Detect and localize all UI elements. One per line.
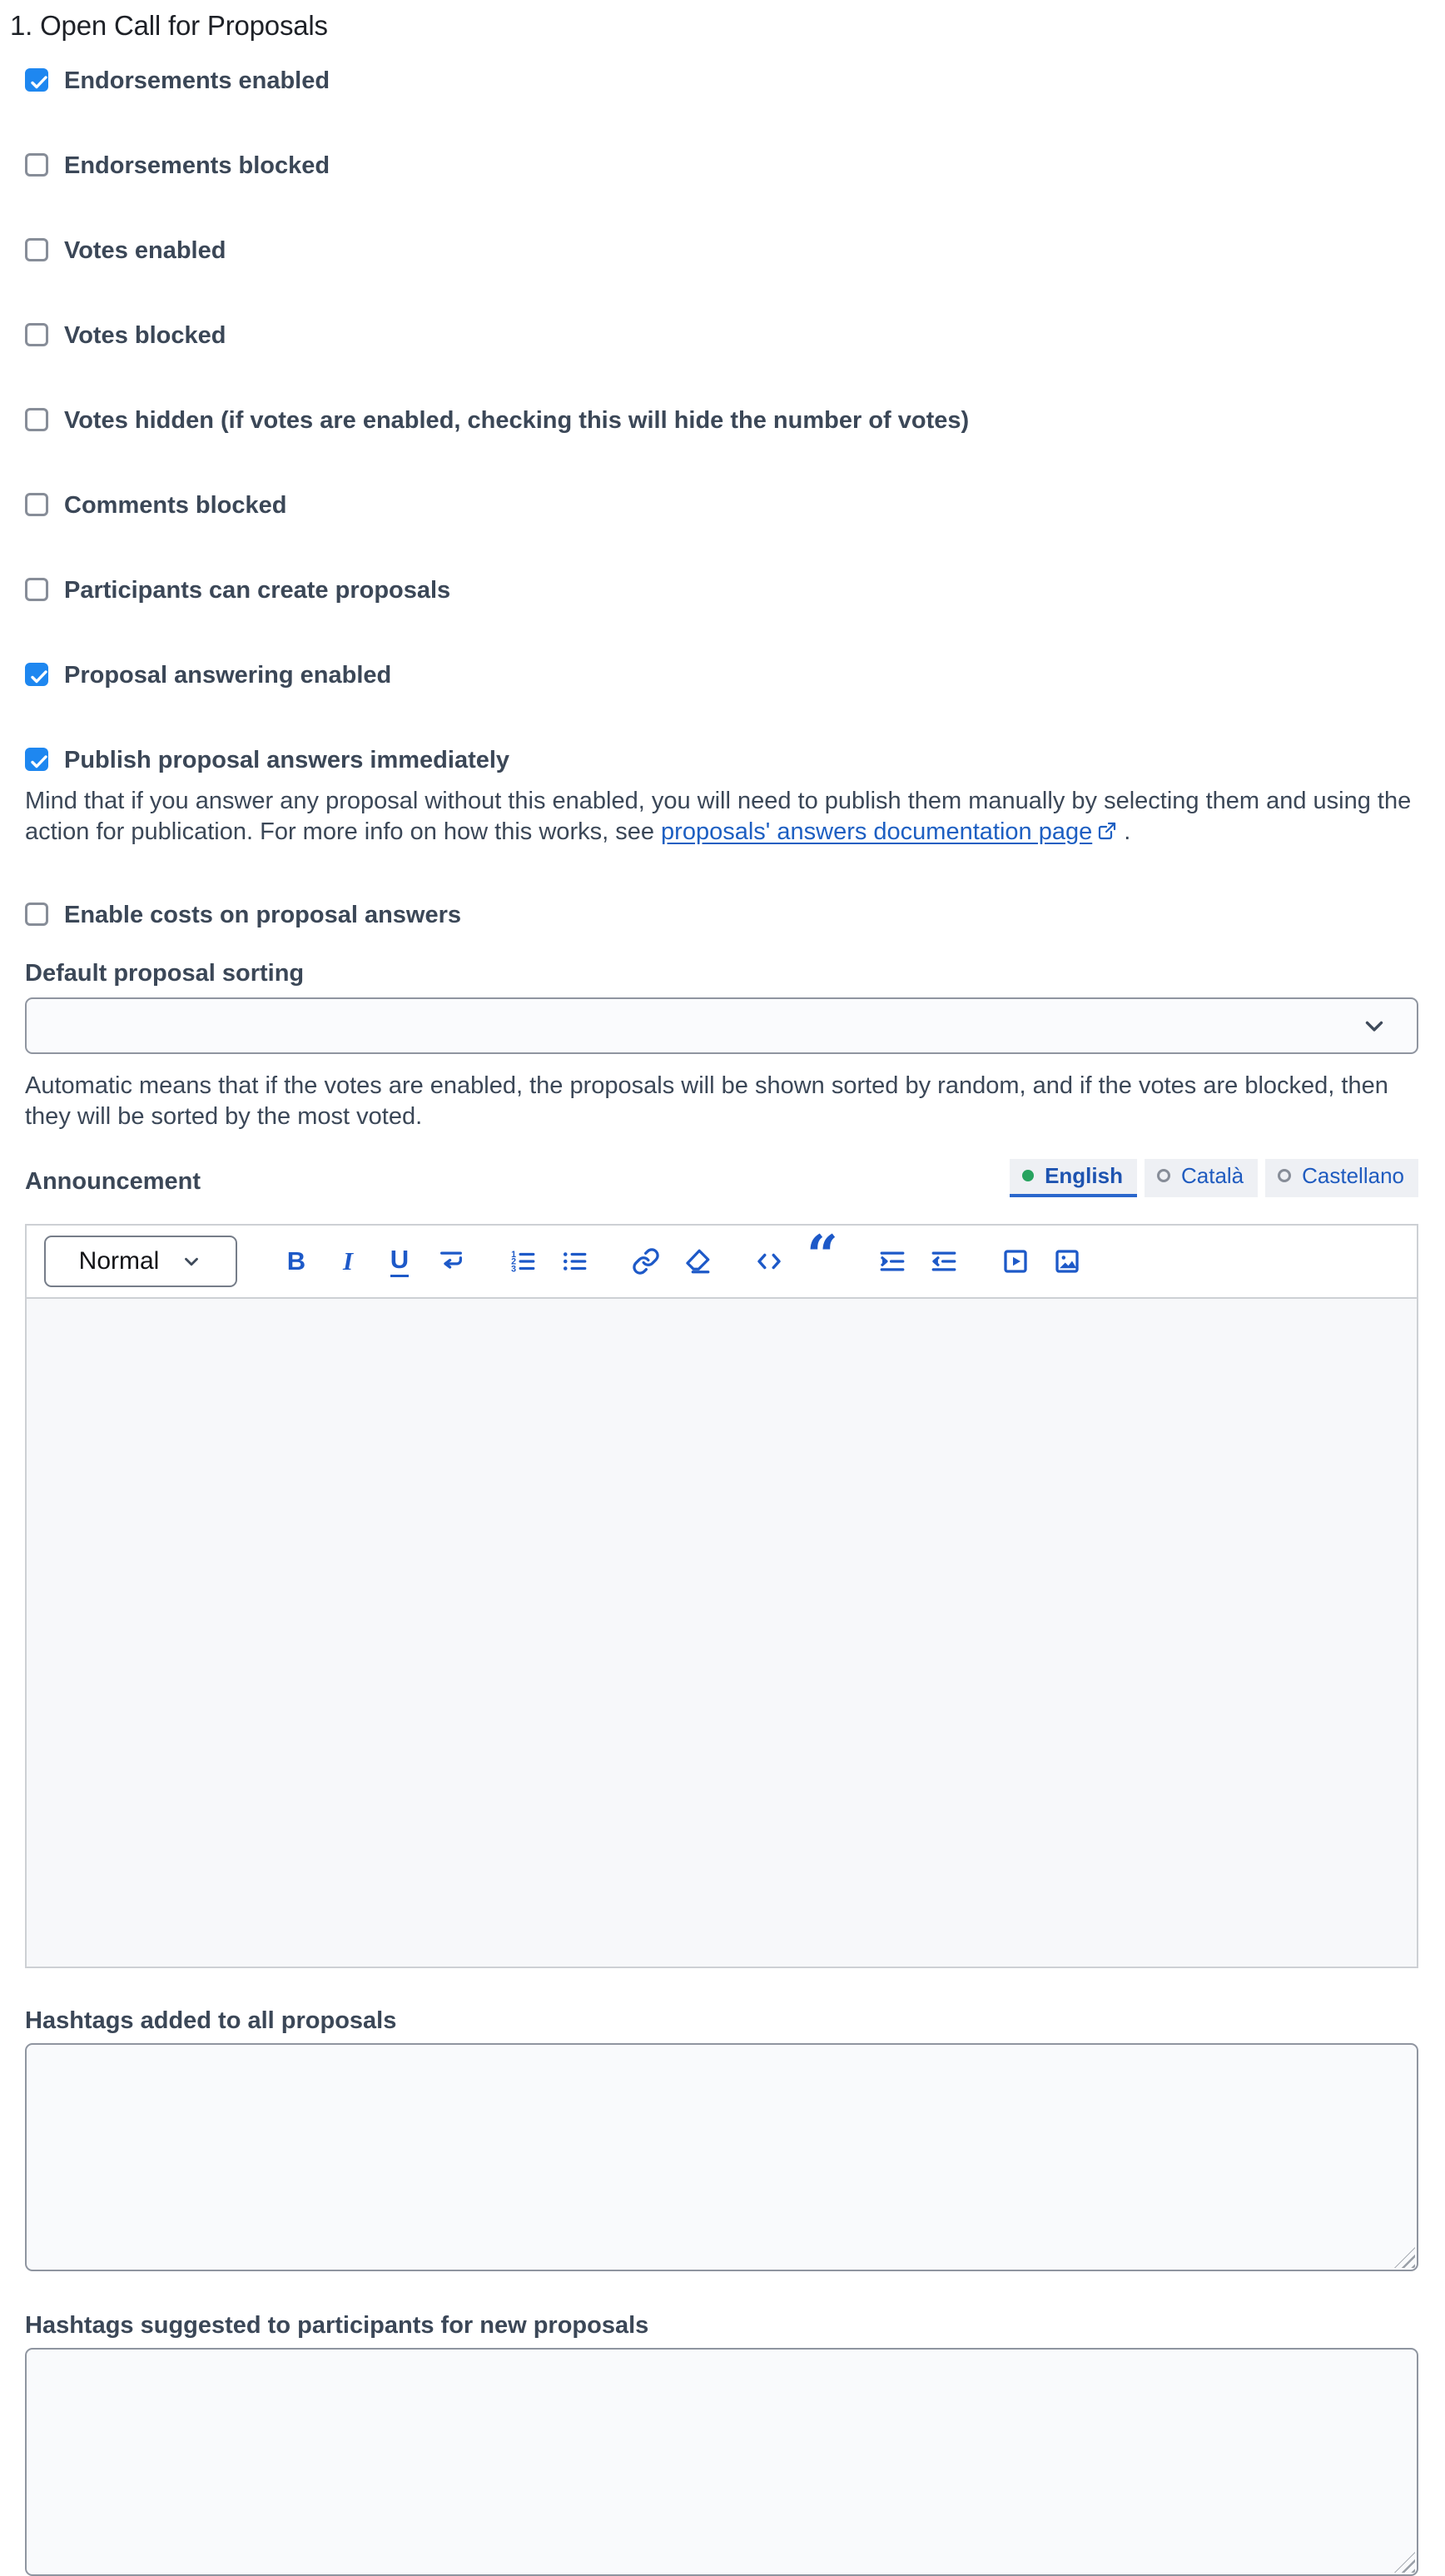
hashtags-added-label: Hashtags added to all proposals [25, 2007, 397, 2034]
checkbox-box[interactable] [25, 748, 48, 771]
help-text-before-link: Mind that if you answer any proposal without this enabled, you will need to publish them manually by selecting them and using the action for publication. For more info on how this works, see [25, 788, 1412, 845]
checkbox-label: Enable costs on proposal answers [64, 902, 462, 928]
checkbox-box[interactable] [25, 408, 48, 431]
language-tab-label: English [1045, 1163, 1123, 1188]
bullet-list-button[interactable] [559, 1245, 590, 1278]
editor-content-area[interactable] [27, 1299, 1417, 1967]
language-tab-catala[interactable] [1145, 1159, 1258, 1197]
line-break-icon [437, 1247, 465, 1276]
external-link-icon [1097, 821, 1117, 841]
language-switcher [1010, 1159, 1418, 1197]
checkbox-proposal-answering-enabled[interactable] [25, 661, 1418, 689]
checkbox-label: Publish proposal answers immediately [64, 747, 510, 773]
checkbox-votes-blocked[interactable] [25, 321, 1418, 350]
checkbox-enable-costs[interactable] [25, 901, 1418, 929]
checkbox-label: Votes blocked [64, 322, 226, 349]
language-tab-castellano[interactable] [1265, 1159, 1418, 1197]
page-title: 1. Open Call for Proposals [10, 10, 328, 41]
code-block-button[interactable] [753, 1245, 785, 1278]
checkbox-box[interactable] [25, 903, 48, 926]
announcement-rich-text-editor [25, 1224, 1418, 1968]
check-icon [27, 750, 51, 773]
editor-toolbar [27, 1223, 1417, 1299]
underline-button[interactable] [384, 1245, 415, 1278]
image-button[interactable] [1051, 1245, 1083, 1278]
language-filled-dot-icon [1022, 1170, 1034, 1181]
default-sorting-label: Default proposal sorting [25, 960, 305, 987]
ordered-list-button[interactable] [507, 1245, 539, 1278]
paragraph-style-dropdown[interactable] [44, 1236, 237, 1287]
blockquote-icon: “ [807, 1223, 835, 1288]
checkbox-box[interactable] [25, 663, 48, 686]
image-icon [1052, 1246, 1082, 1276]
proposals-answers-documentation-link[interactable] [661, 818, 1117, 845]
check-icon [27, 71, 51, 94]
italic-button[interactable] [332, 1245, 364, 1278]
bold-button[interactable] [281, 1245, 312, 1278]
checkbox-label: Participants can create proposals [64, 577, 451, 604]
paragraph-style-value: Normal [78, 1247, 160, 1275]
line-break-button[interactable] [435, 1245, 467, 1278]
default-sorting-section [25, 959, 1418, 1132]
code-block-icon [754, 1246, 784, 1276]
hashtags-added-textarea[interactable] [25, 2043, 1418, 2271]
video-icon [1001, 1246, 1030, 1276]
indent-button[interactable] [876, 1245, 908, 1278]
link-icon [632, 1247, 660, 1276]
check-icon [27, 665, 51, 689]
checkbox-publish-answers-immediately[interactable] [25, 746, 1418, 774]
svg-text:3: 3 [511, 1264, 517, 1275]
default-sorting-help-text: Automatic means that if the votes are enabled, the proposals will be shown sorted by random, and if the votes are blocked, then they will be sorted by the most voted. [25, 1072, 1388, 1130]
checkbox-box[interactable] [25, 68, 48, 92]
link-button[interactable] [630, 1245, 662, 1278]
checkbox-box[interactable] [25, 578, 48, 601]
checkbox-label: Endorsements blocked [64, 152, 330, 179]
ordered-list-icon [509, 1247, 537, 1276]
video-button[interactable] [1000, 1245, 1031, 1278]
outdent-button[interactable] [928, 1245, 960, 1278]
language-empty-circle-icon [1278, 1169, 1291, 1182]
link-label: proposals' answers documentation page [661, 818, 1093, 845]
indent-icon [878, 1247, 906, 1276]
svg-text:2: 2 [511, 1256, 517, 1267]
hashtags-suggested-label: Hashtags suggested to participants for new proposals [25, 2312, 649, 2339]
checkbox-label: Votes enabled [64, 237, 226, 264]
announcement-header [25, 1159, 1418, 1197]
help-text-after-link: . [1117, 818, 1131, 845]
checkbox-label: Votes hidden (if votes are enabled, checking this will hide the number of votes) [64, 407, 970, 434]
checkbox-box[interactable] [25, 238, 48, 261]
checkbox-endorsements-enabled[interactable] [25, 67, 1418, 95]
checkbox-participants-create-proposals[interactable] [25, 576, 1418, 604]
italic-icon: I [342, 1246, 354, 1276]
checkbox-endorsements-blocked[interactable] [25, 152, 1418, 180]
checkbox-box[interactable] [25, 153, 48, 177]
language-tab-label: Castellano [1302, 1163, 1404, 1188]
announcement-label: Announcement [25, 1168, 201, 1195]
language-tab-label: Català [1180, 1163, 1244, 1188]
svg-text:1: 1 [511, 1249, 517, 1260]
outdent-icon [930, 1247, 958, 1276]
bold-icon: B [286, 1246, 306, 1276]
checkbox-box[interactable] [25, 493, 48, 516]
clear-format-icon [683, 1247, 712, 1276]
publish-answers-help-text [25, 786, 1418, 848]
checkbox-label: Proposal answering enabled [64, 662, 392, 689]
checkbox-label: Endorsements enabled [64, 67, 330, 94]
checkbox-votes-enabled[interactable] [25, 236, 1418, 265]
hashtags-suggested-textarea[interactable] [25, 2348, 1418, 2576]
bullet-list-icon [560, 1247, 588, 1276]
checkbox-box[interactable] [25, 323, 48, 346]
underline-icon: U [390, 1246, 409, 1277]
language-empty-circle-icon [1157, 1169, 1170, 1182]
language-tab-english[interactable] [1010, 1159, 1137, 1197]
blockquote-button[interactable] [805, 1223, 837, 1288]
checkbox-votes-hidden[interactable] [25, 406, 1418, 435]
chevron-down-icon [181, 1251, 202, 1272]
chevron-down-icon [1360, 1012, 1388, 1040]
hashtags-added-field [25, 2043, 1418, 2271]
clear-format-button[interactable] [682, 1245, 713, 1278]
checkbox-label: Comments blocked [64, 492, 287, 519]
checkbox-comments-blocked[interactable] [25, 491, 1418, 520]
default-sorting-select[interactable] [25, 997, 1418, 1054]
hashtags-suggested-field [25, 2348, 1418, 2576]
